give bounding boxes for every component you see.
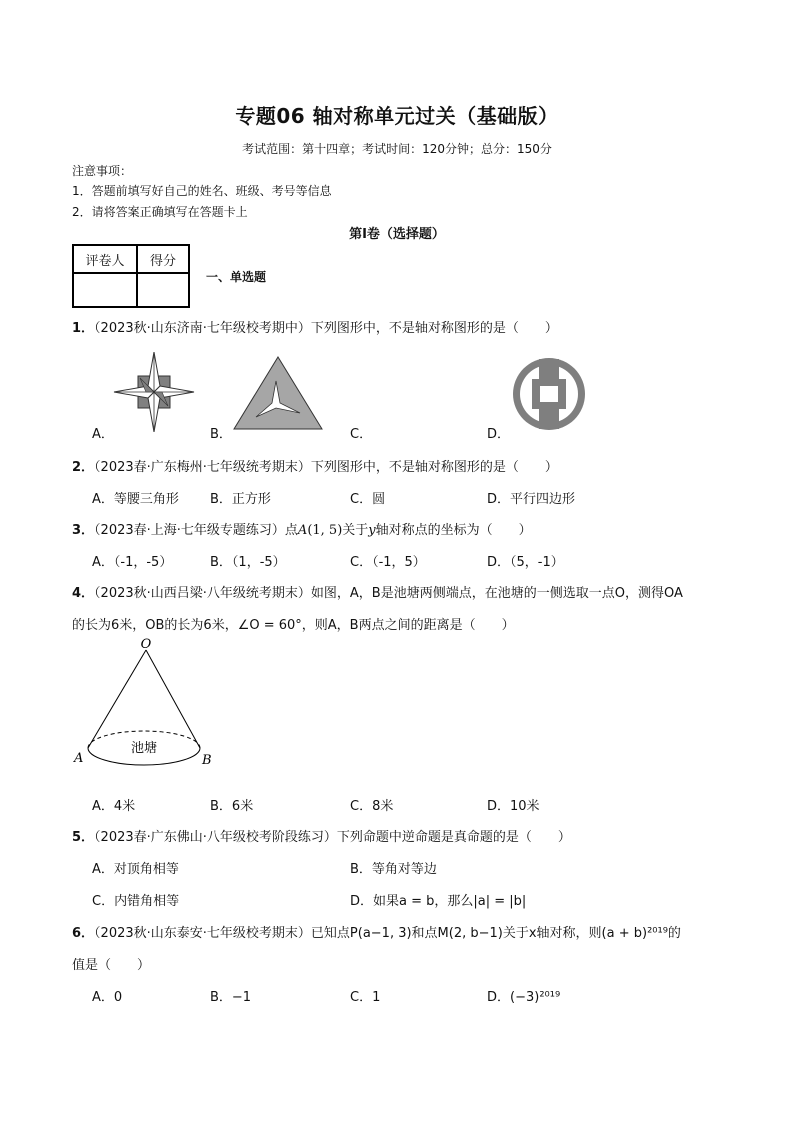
triangle-figure <box>232 355 324 431</box>
score-cell[interactable] <box>137 273 189 307</box>
question-source: （2023春·广东佛山·八年级校考阶段练习） <box>94 830 337 845</box>
q1-option-b[interactable]: B． <box>210 427 232 442</box>
question-text: 点 <box>284 523 298 538</box>
q6-option-b[interactable]: B．−1 <box>210 990 252 1005</box>
q2-option-d[interactable]: D．平行四边形 <box>487 492 576 507</box>
question-text: 下列图形中，不是轴对称图形的是（ ） <box>310 460 558 475</box>
grader-header: 评卷人 <box>73 245 137 273</box>
note-item: 1．答题前填写好自己的姓名、班级、考号等信息 <box>72 184 332 198</box>
label-b: B <box>202 753 212 766</box>
q6-option-c[interactable]: C．1 <box>350 990 381 1005</box>
section-title: 第I卷（选择题） <box>349 227 445 242</box>
question-source: （2023春·广东梅州·七年级统考期末） <box>94 460 311 475</box>
label-a: A <box>74 751 84 766</box>
q6-option-a[interactable]: A．0 <box>92 990 123 1005</box>
pond-label: 池塘 <box>130 741 158 756</box>
part-title: 一、单选题 <box>206 270 267 284</box>
question-text: 已知点P(a−1, 3)和点M(2, b−1)关于x轴对称，则(a + b)²⁰¹⁹的 <box>310 926 681 941</box>
point-label: A <box>297 523 308 538</box>
q3-option-a[interactable]: A．（-1，-5） <box>92 555 173 570</box>
grader-cell[interactable] <box>73 273 137 307</box>
question-source: （2023春·上海·七年级专题练习） <box>94 523 285 538</box>
q3-option-b[interactable]: B．（1，-5） <box>210 555 286 570</box>
q5-option-b[interactable]: B．等角对等边 <box>350 862 437 877</box>
question-3 <box>72 519 532 538</box>
question-text: 下列图形中，不是轴对称图形的是（ ） <box>310 321 558 336</box>
question-text: 轴对称点的坐标为（ ） <box>375 523 532 538</box>
label-o: O <box>140 637 152 652</box>
question-text: 如图，A，B是池塘两侧端点，在池塘的一侧选取一点O，测得OA <box>310 586 683 601</box>
question-6-line2: 值是（ ） <box>72 958 151 973</box>
coin-figure <box>510 355 588 433</box>
q5-option-a[interactable]: A．对顶角相等 <box>92 862 179 877</box>
point-coordinates: (1, 5) <box>307 523 343 538</box>
pond-cone-figure <box>70 636 220 766</box>
question-4 <box>72 582 683 601</box>
question-number: 5． <box>72 830 95 845</box>
exam-info: 考试范围：第十四章；考试时间：120分钟；总分：150分 <box>242 142 552 156</box>
question-number: 1． <box>72 321 95 336</box>
q6-option-d[interactable]: D．(−3)²⁰¹⁹ <box>487 990 561 1005</box>
question-4-line2: 的长为6米，OB的长为6米，∠O = 60°，则A，B两点之间的距离是（ ） <box>72 618 515 633</box>
question-source: （2023秋·山东济南·七年级校考期中） <box>94 321 311 336</box>
question-number: 6． <box>72 926 95 941</box>
q3-option-c[interactable]: C．（-1，5） <box>350 555 426 570</box>
question-source: （2023秋·山西吕梁·八年级统考期末） <box>94 586 311 601</box>
question-number: 4． <box>72 586 95 601</box>
question-number: 2． <box>72 460 95 475</box>
score-header: 得分 <box>137 245 189 273</box>
q3-option-d[interactable]: D．（5，-1） <box>487 555 564 570</box>
q5-option-d[interactable]: D．如果a = b，那么|a| = |b| <box>350 894 527 909</box>
question-5 <box>72 826 571 845</box>
q1-option-d[interactable]: D． <box>487 427 511 442</box>
compass-star-figure <box>110 352 198 432</box>
q1-option-a[interactable]: A． <box>92 427 114 442</box>
question-1 <box>72 317 558 336</box>
q2-option-b[interactable]: B．正方形 <box>210 492 271 507</box>
page-title: 专题06 轴对称单元过关（基础版） <box>235 104 559 128</box>
axis-label: y <box>368 523 376 538</box>
q5-option-c[interactable]: C．内错角相等 <box>92 894 180 909</box>
q1-option-c[interactable]: C． <box>350 427 373 442</box>
q4-option-a[interactable]: A．4米 <box>92 799 136 814</box>
q4-option-b[interactable]: B．6米 <box>210 799 254 814</box>
question-text: 关于 <box>342 523 369 538</box>
q2-option-a[interactable]: A．等腰三角形 <box>92 492 179 507</box>
question-number: 3． <box>72 523 95 538</box>
grader-table <box>72 244 190 308</box>
q4-option-c[interactable]: C．8米 <box>350 799 394 814</box>
question-2 <box>72 456 558 475</box>
question-text: 下列命题中逆命题是真命题的是（ ） <box>336 830 571 845</box>
q4-option-d[interactable]: D．10米 <box>487 799 540 814</box>
notes-heading: 注意事项： <box>72 164 133 178</box>
q2-option-c[interactable]: C．圆 <box>350 492 386 507</box>
note-item: 2．请将答案正确填写在答题卡上 <box>72 205 248 219</box>
question-source: （2023秋·山东泰安·七年级校考期末） <box>94 926 311 941</box>
question-6 <box>72 922 681 941</box>
